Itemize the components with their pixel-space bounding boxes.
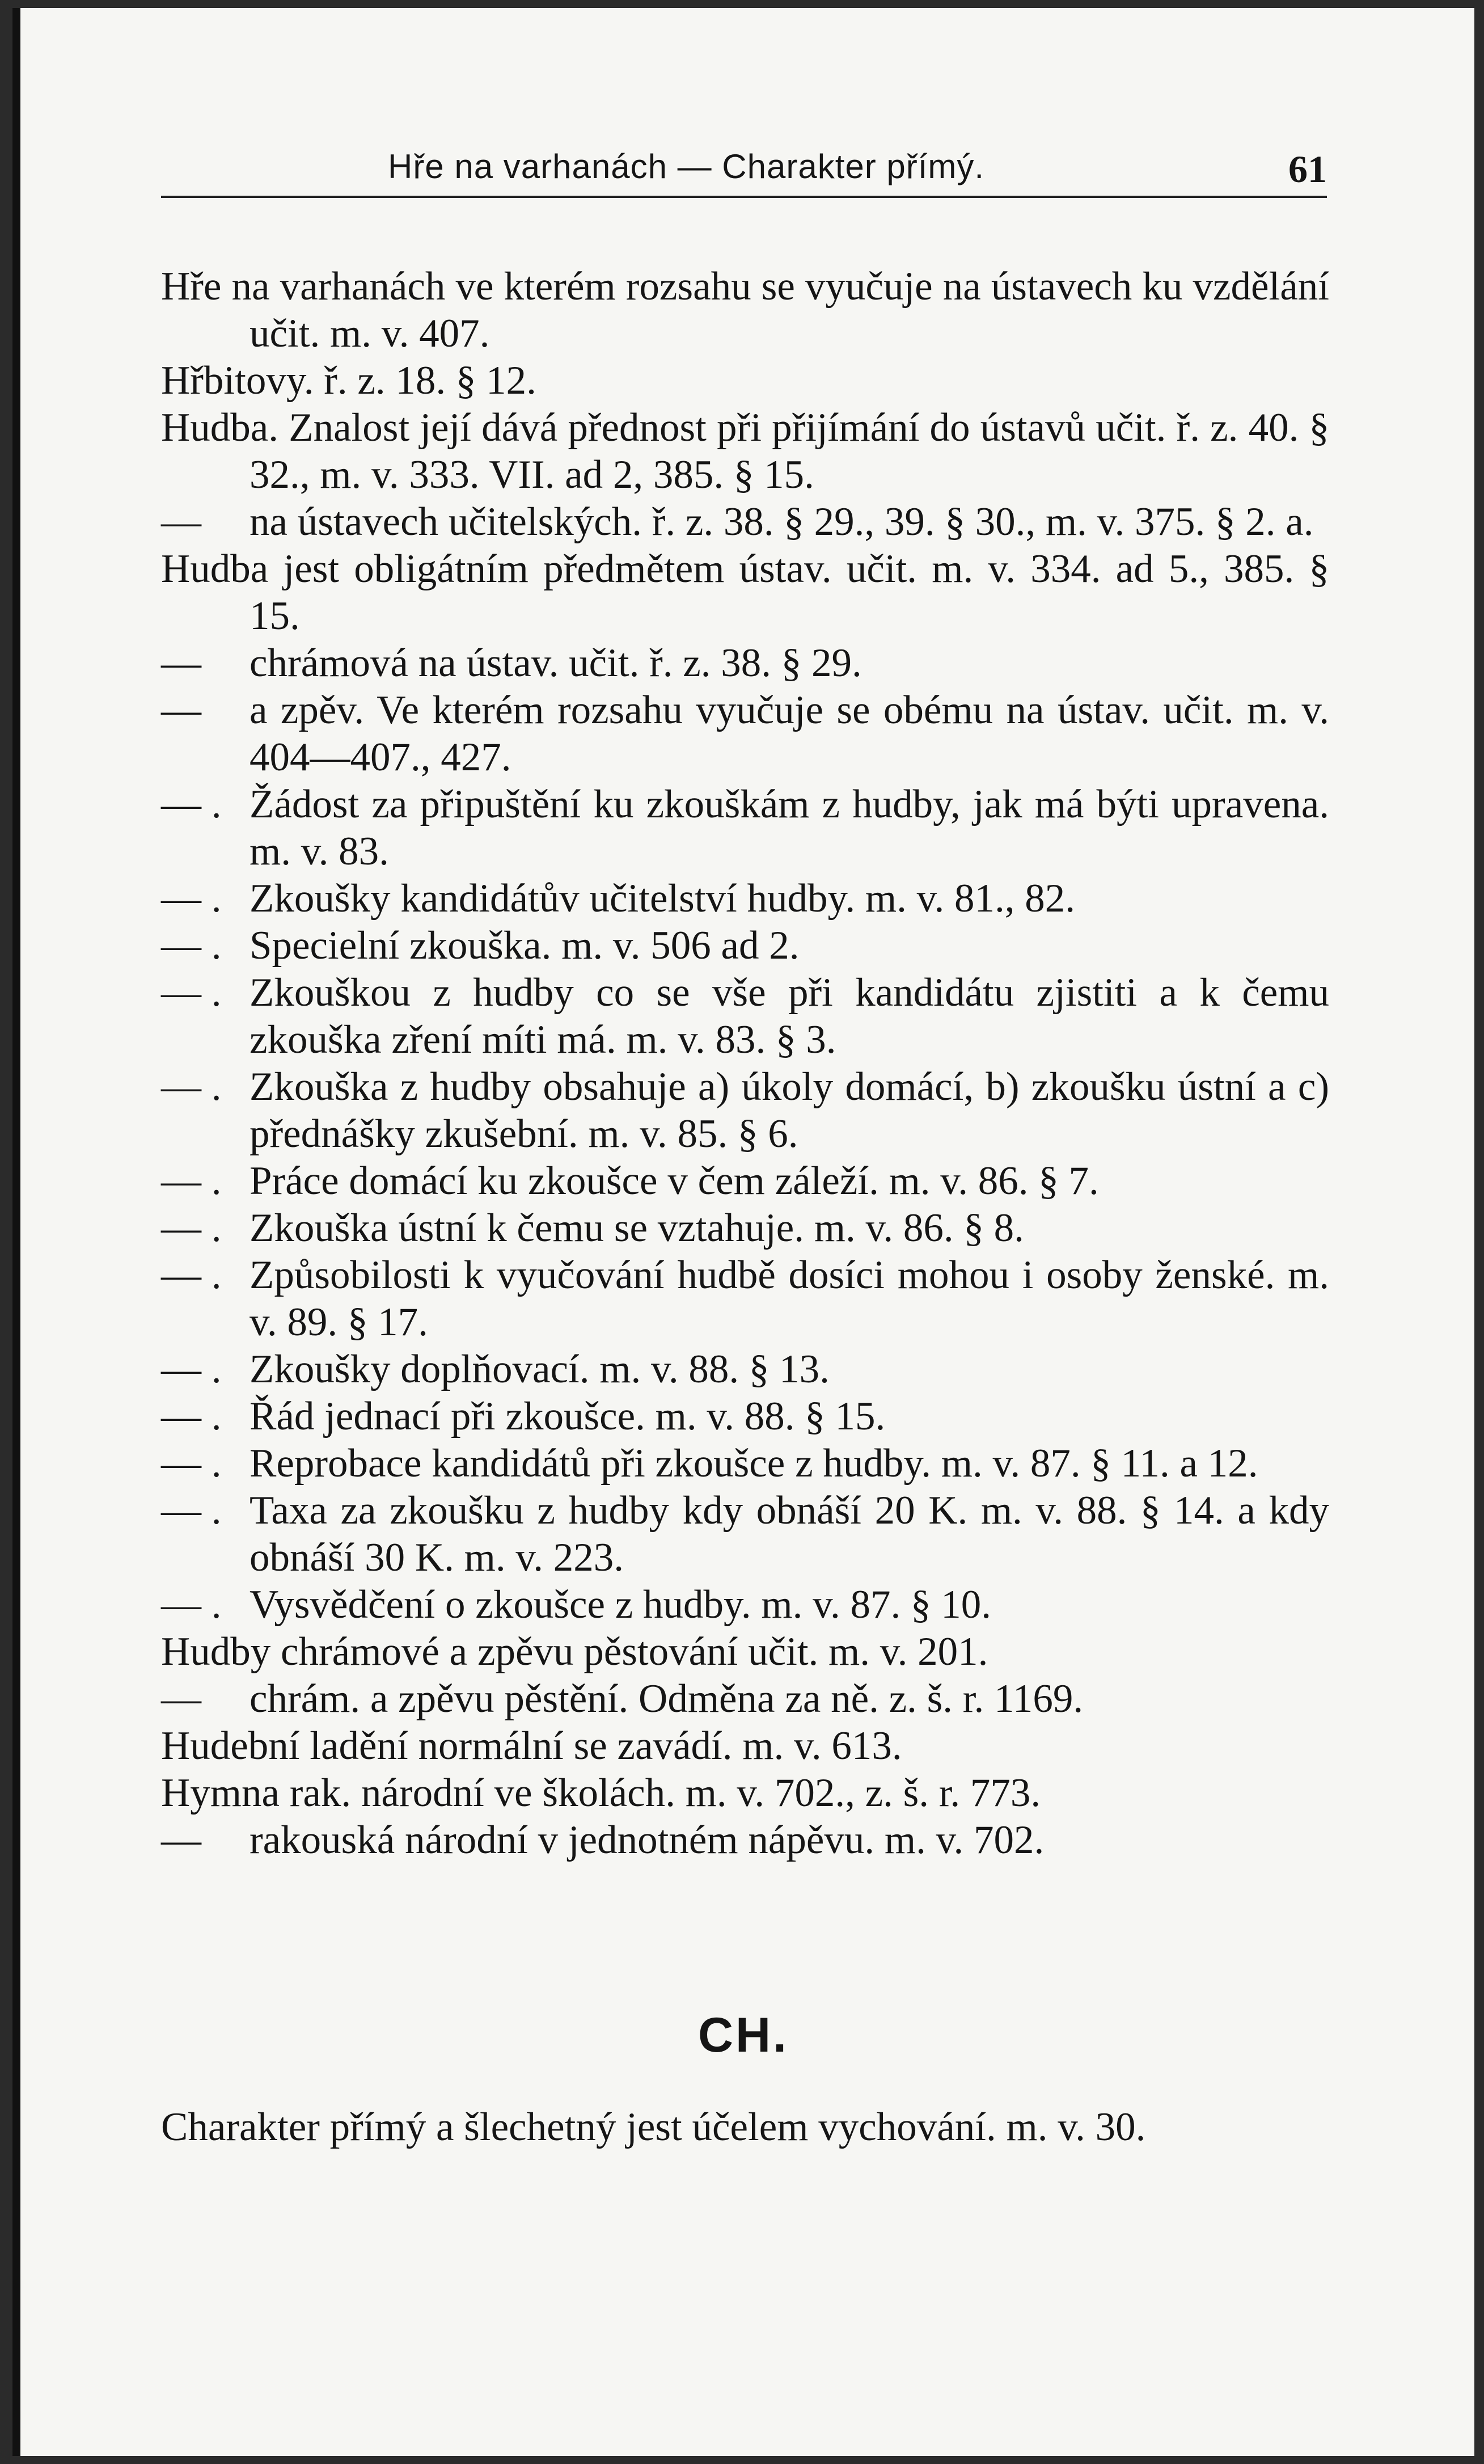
entry-dash: — . [161,1488,222,1533]
running-title: Hře na varhanách — Charakter přímý. [388,147,985,185]
entry-dash: — . [161,1065,222,1109]
entry-text: Žádost za připuštění ku zkouškám z hudby, jak má býti upravena. m. v. 83. [250,782,1329,874]
index-subentry [161,687,1329,781]
index-subentry [161,1487,1329,1581]
entry-text: chrámová na ústav. učit. ř. z. 38. § 29. [250,641,862,685]
entry-text: Hudební ladění normální se zavádí. m. v. 613. [161,1724,902,1768]
index-subentry [161,875,1329,922]
section-heading: CH. [697,2008,789,2062]
entry-dash: — . [161,1394,222,1438]
entry-dash: — [161,641,201,685]
entry-text: Specielní zkouška. m. v. 506 ad 2. [250,923,800,968]
entry-text: Hudba. Znalost její dává přednost při přijímání do ústavů učit. ř. z. 40. § 32., m. v. 333. VII. ad 2, 385. § 15. [161,406,1329,497]
entry-text: Hudby chrámové a zpěvu pěstování učit. m. v. 201. [161,1630,988,1674]
index-subentry [161,1393,1329,1440]
entry-dash: — . [161,1441,222,1486]
entry-dash: — . [161,1347,222,1391]
entry-text: Taxa za zkoušku z hudby kdy obnáší 20 K. m. v. 88. § 14. a kdy obnáší 30 K. m. v. 223. [250,1488,1329,1580]
entry-text: chrám. a zpěvu pěstění. Odměna za ně. z. š. r. 1169. [250,1677,1084,1721]
index-entry [161,1723,1329,1770]
entry-text: Hře na varhanách ve kterém rozsahu se vyučuje na ústavech ku vzdělání učit. m. v. 407. [161,264,1329,356]
index-subentry [161,1205,1329,1252]
index-entries [161,263,1329,1864]
index-subentry [161,1346,1329,1393]
index-entry [161,2104,1329,2151]
entry-dash: — . [161,1159,222,1203]
index-subentry [161,1064,1329,1158]
entry-dash: — . [161,876,222,921]
entry-text: Reprobace kandidátů při zkoušce z hudby. m. v. 87. § 11. a 12. [250,1441,1258,1486]
index-subentry [161,1817,1329,1864]
entry-dash: — . [161,923,222,968]
entry-text: Hudba jest obligátním předmětem ústav. učit. m. v. 334. ad 5., 385. § 15. [161,547,1329,638]
index-subentry [161,1440,1329,1487]
entry-dash: — . [161,1206,222,1250]
entry-dash: — . [161,1583,222,1627]
entry-dash: — . [161,971,222,1015]
index-subentry [161,1252,1329,1346]
index-entry [161,263,1329,357]
index-entry [161,357,1329,404]
entry-text: Charakter přímý a šlechetný jest účelem vychování. m. v. 30. [161,2105,1146,2149]
page-number: 61 [1288,147,1327,191]
entry-text: Zkoušky doplňovací. m. v. 88. § 13. [250,1347,830,1391]
index-subentry [161,640,1329,687]
entry-text: Zkouškou z hudby co se vše při kandidátu zjistiti a k čemu zkouška zření míti má. m. v. 83. § 3. [250,971,1329,1062]
entry-text: na ústavech učitelských. ř. z. 38. § 29., 39. § 30., m. v. 375. § 2. a. [250,500,1314,544]
entry-text: Vysvědčení o zkoušce z hudby. m. v. 87. § 10. [250,1583,991,1627]
entry-dash: — . [161,1253,222,1297]
binding-edge [12,8,20,2456]
entry-text: Práce domácí ku zkoušce v čem záleží. m. v. 86. § 7. [250,1159,1099,1203]
entry-text: Zkoušky kandidátův učitelství hudby. m. v. 81., 82. [250,876,1076,921]
index-subentry [161,1676,1329,1723]
entry-text: rakouská národní v jednotném nápěvu. m. v. 702. [250,1818,1045,1862]
header-rule [161,196,1327,198]
index-subentry [161,1158,1329,1205]
entry-text: Hymna rak. národní ve školách. m. v. 702., z. š. r. 773. [161,1771,1041,1815]
index-subentry [161,922,1329,969]
entry-dash: — [161,688,201,732]
index-subentry [161,781,1329,875]
entry-dash: — . [161,782,222,826]
page-header [161,136,1327,198]
index-entry [161,1770,1329,1817]
index-entry [161,1628,1329,1676]
entry-dash: — [161,1818,201,1862]
entry-text: Zkouška z hudby obsahuje a) úkoly domácí, b) zkoušku ústní a c) přednášky zkušební. m. v. 85. § 6. [250,1065,1329,1156]
entry-text: Způsobilosti k vyučování hudbě dosíci mohou i osoby ženské. m. v. 89. § 17. [250,1253,1329,1344]
entry-text: Hřbitovy. ř. z. 18. § 12. [161,358,536,403]
entry-text: Řád jednací při zkoušce. m. v. 88. § 15. [250,1394,886,1438]
entry-text: a zpěv. Ve kterém rozsahu vyučuje se obému na ústav. učit. m. v. 404—407., 427. [250,688,1329,779]
entry-text: Zkouška ústní k čemu se vztahuje. m. v. 86. § 8. [250,1206,1024,1250]
index-entry [161,404,1329,499]
index-entry [161,546,1329,640]
index-subentry [161,1581,1329,1628]
section-entries [161,2104,1329,2151]
entry-dash: — [161,1677,201,1721]
document-page [12,8,1474,2456]
index-subentry [161,499,1329,546]
index-subentry [161,969,1329,1064]
entry-dash: — [161,500,201,544]
